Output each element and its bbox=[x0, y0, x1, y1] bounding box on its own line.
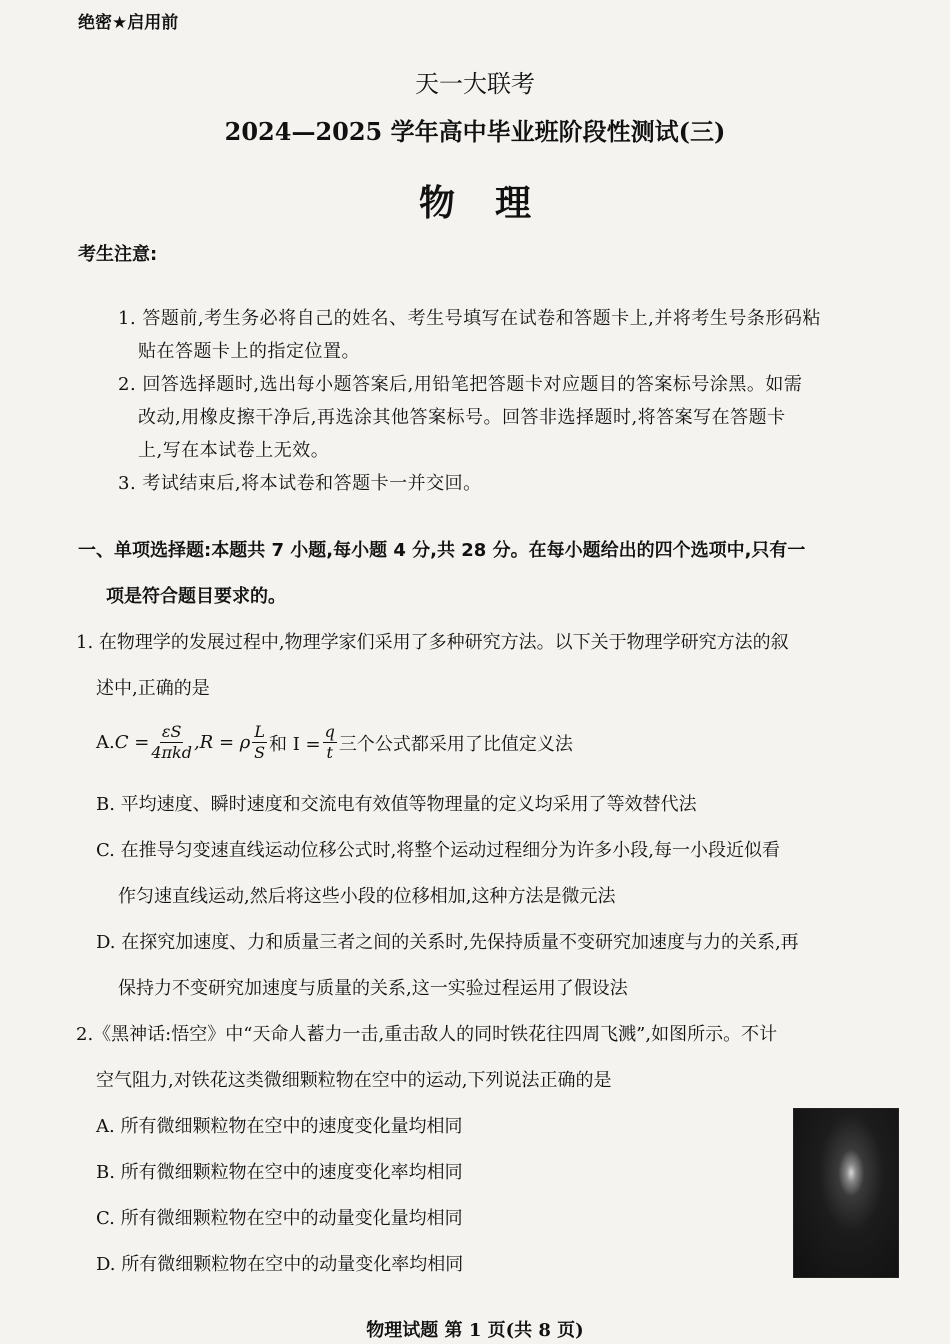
question-1-stem-cont: 述中,正确的是 bbox=[96, 678, 210, 699]
fraction-numerator: εS bbox=[161, 722, 182, 741]
question-1-option-b: B. 平均速度、瞬时速度和交流电有效值等物理量的定义均采用了等效替代法 bbox=[96, 794, 697, 815]
fraction-current bbox=[323, 722, 337, 763]
notice-item-1-cont: 贴在答题卡上的指定位置。 bbox=[138, 341, 360, 362]
question-2-stem-cont: 空气阻力,对铁花这类微细颗粒物在空中的运动,下列说法正确的是 bbox=[96, 1070, 612, 1091]
formula-c-label: C = bbox=[114, 732, 150, 753]
formula-r-label: ,R = ρ bbox=[193, 732, 251, 753]
confidential-label: 绝密★启用前 bbox=[78, 13, 179, 33]
notice-title: 考生注意: bbox=[78, 244, 158, 265]
fraction-numerator: q bbox=[324, 722, 335, 741]
fraction-denominator: S bbox=[254, 743, 266, 762]
game-screenshot-image bbox=[793, 1108, 899, 1278]
notice-item-2-cont2: 上,写在本试卷上无效。 bbox=[138, 440, 330, 461]
option-a-tail: 三个公式都采用了比值定义法 bbox=[338, 733, 573, 755]
notice-item-1: 1. 答题前,考生务必将自己的姓名、考生号填写在试卷和答题卡上,并将考生号条形码粘 bbox=[118, 308, 821, 329]
question-1-option-a bbox=[96, 722, 573, 763]
fraction-denominator: 4πkd bbox=[151, 743, 192, 762]
fraction-numerator: L bbox=[254, 722, 265, 741]
exam-title: 2024—2025 学年高中毕业班阶段性测试(三) bbox=[224, 117, 726, 146]
section-heading-cont: 项是符合题目要求的。 bbox=[106, 586, 286, 607]
fraction-denominator: t bbox=[326, 743, 333, 762]
organization-title: 天一大联考 bbox=[415, 70, 535, 98]
formula-i-label: 和 I = bbox=[268, 733, 321, 755]
question-1-option-c-cont: 作匀速直线运动,然后将这些小段的位移相加,这种方法是微元法 bbox=[118, 886, 616, 907]
question-1-option-d: D. 在探究加速度、力和质量三者之间的关系时,先保持质量不变研究加速度与力的关系,再 bbox=[96, 932, 799, 953]
question-1-option-c: C. 在推导匀变速直线运动位移公式时,将整个运动过程细分为许多小段,每一小段近似看 bbox=[96, 840, 781, 861]
section-heading: 一、单项选择题:本题共 7 小题,每小题 4 分,共 28 分。在每小题给出的四个选项中,只有一 bbox=[78, 540, 806, 561]
fraction-capacitance bbox=[151, 722, 192, 763]
question-2-option-b: B. 所有微细颗粒物在空中的速度变化率均相同 bbox=[96, 1162, 463, 1183]
notice-item-2-cont: 改动,用橡皮擦干净后,再选涂其他答案标号。回答非选择题时,将答案写在答题卡 bbox=[138, 407, 786, 428]
fraction-resistance bbox=[252, 722, 267, 763]
option-a-prefix: A. bbox=[96, 732, 115, 753]
question-1-stem: 1. 在物理学的发展过程中,物理学家们采用了多种研究方法。以下关于物理学研究方法的叙 bbox=[76, 632, 789, 653]
question-2-option-c: C. 所有微细颗粒物在空中的动量变化量均相同 bbox=[96, 1208, 463, 1229]
page-footer: 物理试题 第 1 页(共 8 页) bbox=[366, 1320, 584, 1341]
question-2-option-d: D. 所有微细颗粒物在空中的动量变化率均相同 bbox=[96, 1254, 464, 1275]
question-2-stem: 2.《黑神话:悟空》中“天命人蓄力一击,重击敌人的同时铁花往四周飞溅”,如图所示。不计 bbox=[76, 1024, 778, 1045]
notice-item-3: 3. 考试结束后,将本试卷和答题卡一并交回。 bbox=[118, 473, 482, 494]
question-2-option-a: A. 所有微细颗粒物在空中的速度变化量均相同 bbox=[96, 1116, 463, 1137]
subject-title: 物理 bbox=[418, 182, 571, 224]
notice-item-2: 2. 回答选择题时,选出每小题答案后,用铅笔把答题卡对应题目的答案标号涂黑。如需 bbox=[118, 374, 803, 395]
question-1-option-d-cont: 保持力不变研究加速度与质量的关系,这一实验过程运用了假设法 bbox=[118, 978, 628, 999]
